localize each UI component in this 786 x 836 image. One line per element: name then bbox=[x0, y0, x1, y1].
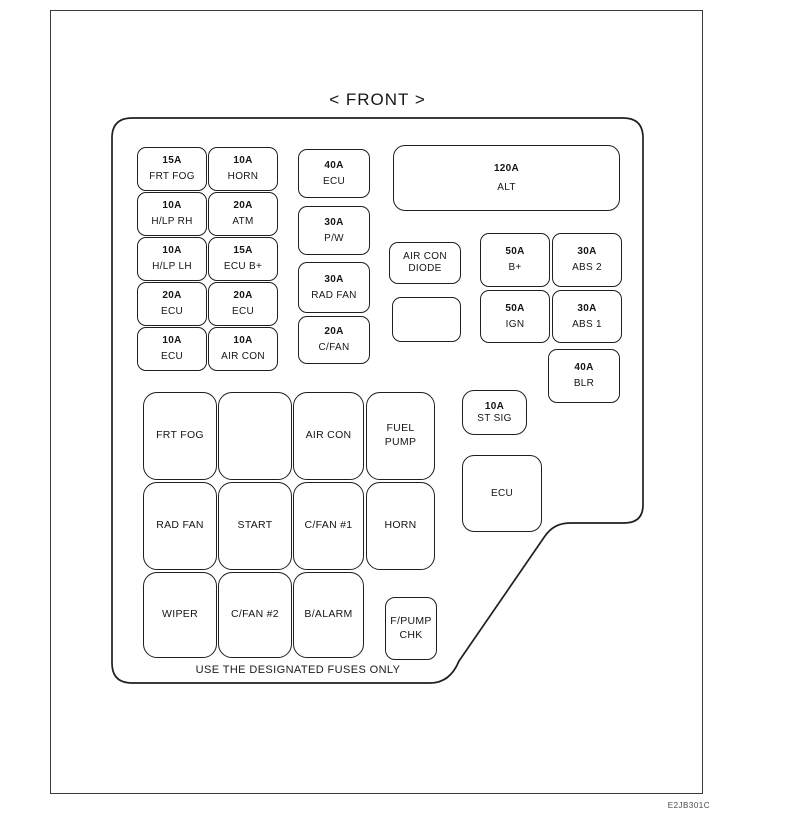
relay-frt-fog bbox=[143, 392, 217, 480]
fuse-label: ABS 2 bbox=[572, 262, 602, 273]
fuse-amp: 30A bbox=[324, 216, 344, 228]
fuse-ecu-20a-left bbox=[137, 282, 207, 326]
fuse-abs-2 bbox=[552, 233, 622, 287]
fuse-label: IGN bbox=[505, 318, 525, 330]
relay-blank bbox=[218, 392, 292, 480]
relay-rad-fan bbox=[143, 482, 217, 570]
fuse-label: ATM bbox=[232, 216, 254, 227]
fuse-abs-1 bbox=[552, 290, 622, 343]
fuse-st-sig bbox=[462, 390, 527, 435]
fuse-amp: 10A bbox=[162, 200, 182, 211]
relay-label: AIR CON bbox=[305, 429, 352, 442]
relay-horn bbox=[366, 482, 435, 570]
air-con-diode-box bbox=[389, 242, 461, 284]
fuse-label: B+ bbox=[508, 262, 522, 273]
relay-label: START bbox=[237, 519, 273, 532]
fuse-label: ECU bbox=[231, 306, 254, 317]
fuse-rad-fan bbox=[298, 262, 370, 313]
usage-note: USE THE DESIGNATED FUSES ONLY bbox=[195, 664, 401, 676]
relay-fpump-chk bbox=[385, 597, 437, 660]
fuse-ecu-10a bbox=[137, 327, 207, 371]
fuse-amp: 50A bbox=[505, 302, 525, 314]
fuse-amp: 10A bbox=[484, 400, 505, 412]
relay-b-alarm bbox=[293, 572, 364, 658]
fuse-amp: 20A bbox=[233, 290, 253, 301]
fuse-ecu-40a bbox=[298, 149, 370, 198]
fuse-amp: 40A bbox=[574, 362, 594, 373]
fuse-amp: 30A bbox=[577, 246, 597, 257]
fuse-air-con bbox=[208, 327, 278, 371]
fuse-amp: 10A bbox=[162, 335, 182, 346]
diagram-title: < FRONT > bbox=[329, 90, 426, 109]
fuse-amp: 20A bbox=[324, 326, 344, 337]
fuse-blr bbox=[548, 349, 620, 403]
fuse-ecu-20a-right bbox=[208, 282, 278, 326]
fuse-atm bbox=[208, 192, 278, 236]
relay-label: FRT FOG bbox=[156, 429, 204, 442]
fuse-hlp-rh bbox=[137, 192, 207, 236]
fuse-label: ALT bbox=[497, 181, 516, 193]
fuse-ecu-b-plus bbox=[208, 237, 278, 281]
fuse-amp: 15A bbox=[233, 245, 253, 256]
fuse-cfan bbox=[298, 316, 370, 364]
fuse-ign bbox=[480, 290, 550, 343]
relay-label: RAD FAN bbox=[156, 519, 204, 532]
relay-label-line2: PUMP bbox=[384, 436, 417, 448]
diode-label-line1: AIR CON bbox=[403, 251, 447, 262]
fuse-label: BLR bbox=[573, 378, 595, 389]
fuse-horn bbox=[208, 147, 278, 191]
fuse-b-plus bbox=[480, 233, 550, 287]
ecu-box bbox=[462, 455, 542, 532]
fuse-amp: 10A bbox=[233, 155, 253, 166]
fuse-label: ECU bbox=[160, 306, 183, 317]
relay-label-line1: F/PUMP bbox=[390, 614, 432, 627]
fuse-amp: 10A bbox=[233, 335, 253, 346]
fuse-amp: 40A bbox=[324, 159, 344, 171]
fuse-amp: 10A bbox=[162, 245, 182, 256]
relay-label: HORN bbox=[384, 519, 417, 532]
fuse-amp: 20A bbox=[233, 200, 253, 211]
fuse-amp: 50A bbox=[505, 246, 525, 257]
fuse-label: C/FAN bbox=[318, 342, 350, 353]
relay-cfan-1 bbox=[293, 482, 364, 570]
ecu-box-label: ECU bbox=[490, 487, 513, 499]
relay-wiper bbox=[143, 572, 217, 658]
fuse-label: FRT FOG bbox=[149, 171, 195, 182]
relay-start bbox=[218, 482, 292, 570]
fuse-label: ECU bbox=[160, 351, 183, 362]
fuse-amp: 30A bbox=[577, 302, 597, 314]
fuse-alt bbox=[393, 145, 620, 211]
fuse-label: H/LP RH bbox=[151, 216, 193, 227]
relay-label-line2: CHK bbox=[399, 628, 423, 641]
relay-label-line1: FUEL bbox=[386, 422, 415, 435]
relay-label: B/ALARM bbox=[304, 608, 353, 621]
fuse-label: ST SIG bbox=[477, 412, 512, 424]
fuse-label: ABS 1 bbox=[572, 318, 602, 330]
figure-code: E2JB301C bbox=[667, 801, 710, 810]
fuse-amp: 120A bbox=[493, 162, 520, 174]
fuse-hlp-lh bbox=[137, 237, 207, 281]
blank-box bbox=[392, 297, 461, 342]
fuse-amp: 30A bbox=[324, 273, 344, 285]
fuse-amp: 20A bbox=[162, 290, 182, 301]
fuse-label: H/LP LH bbox=[152, 261, 192, 272]
fuse-label: AIR CON bbox=[221, 351, 265, 362]
fuse-label: HORN bbox=[227, 171, 259, 182]
relay-air-con bbox=[293, 392, 364, 480]
relay-label: C/FAN #2 bbox=[231, 608, 279, 621]
relay-fuel-pump bbox=[366, 392, 435, 480]
fuse-amp: 15A bbox=[162, 155, 182, 166]
relay-label: C/FAN #1 bbox=[304, 519, 353, 532]
fuse-frt-fog bbox=[137, 147, 207, 191]
relay-cfan-2 bbox=[218, 572, 292, 658]
fuse-label: ECU B+ bbox=[223, 261, 263, 272]
diode-label-line2: DIODE bbox=[408, 263, 442, 274]
fuse-label: RAD FAN bbox=[311, 289, 357, 301]
fuse-label: ECU bbox=[322, 175, 345, 187]
relay-label: WIPER bbox=[162, 608, 198, 621]
fuse-pw bbox=[298, 206, 370, 255]
fuse-label: P/W bbox=[324, 232, 344, 244]
